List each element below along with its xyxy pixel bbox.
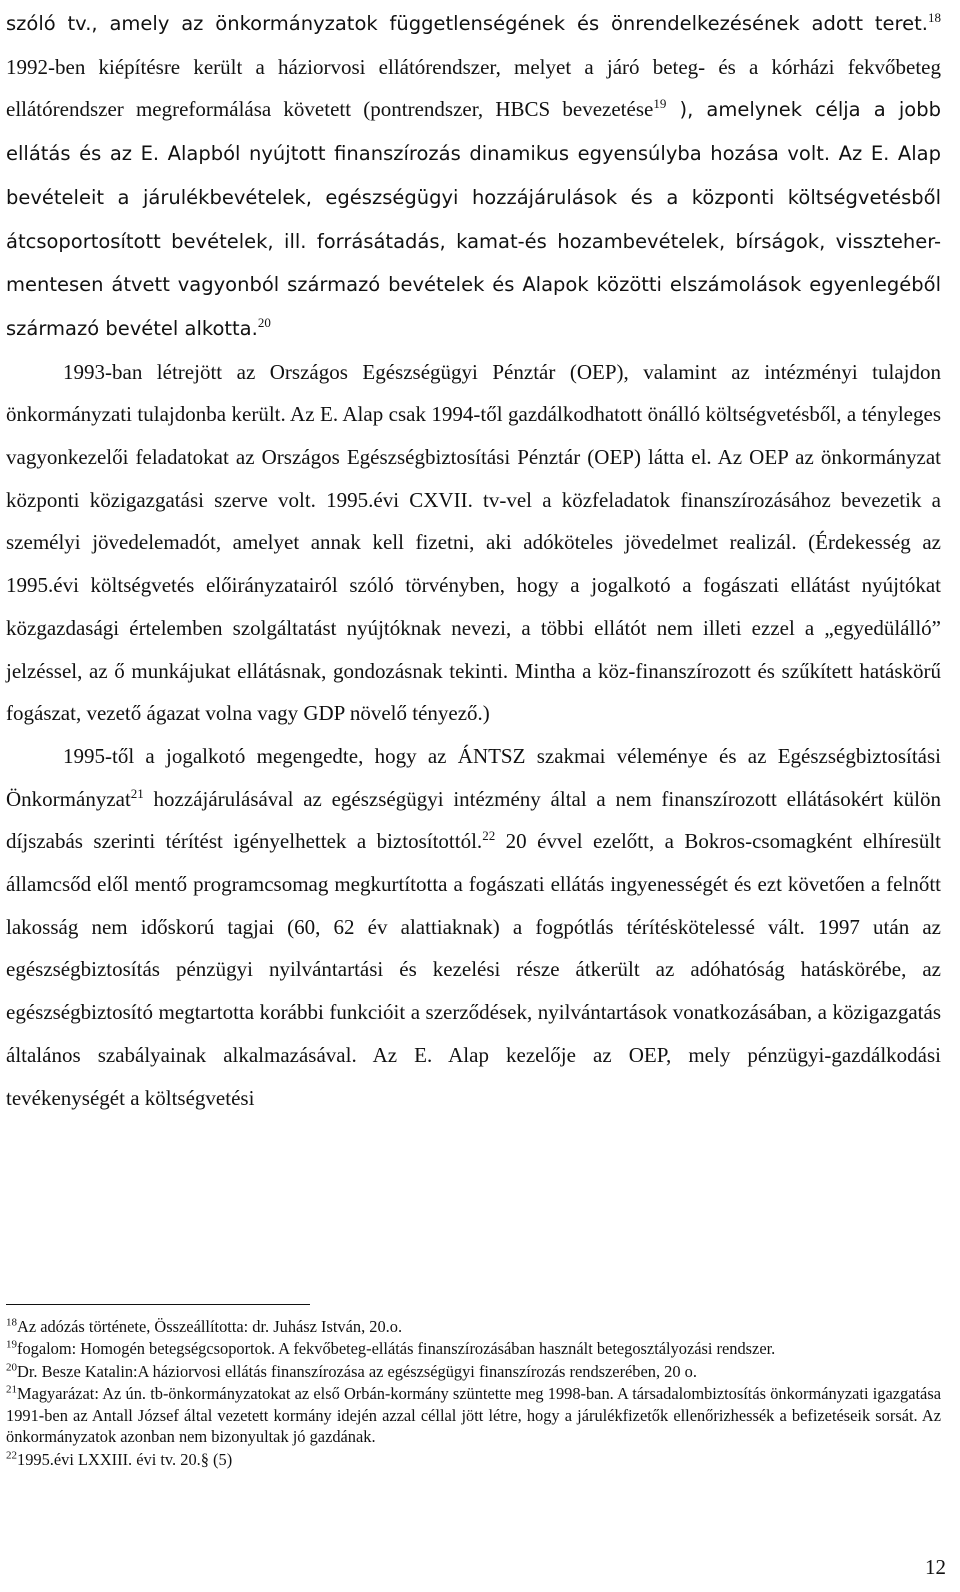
footnote-number: 18 <box>6 1316 17 1329</box>
footnote-ref-18[interactable]: 18 <box>928 10 941 25</box>
footnote-ref-22[interactable]: 22 <box>482 828 496 844</box>
footnote-20 <box>6 1361 941 1382</box>
footnote-19 <box>6 1338 941 1359</box>
footnote-18 <box>6 1316 941 1337</box>
footnote-ref-19[interactable]: 19 <box>653 96 667 112</box>
footnotes <box>6 1316 941 1471</box>
paragraph-3-part-3: 20 évvel ezelőtt, a Bokros-csomagként elhíresült államcsőd elől mentő programcsomag megkurtította a fogászati ellátás ingyenességét és ezt követően a felnőtt lakosság nem időskorú tagjai (60, 62 év alattiaknak) a fogpótlás térítéskötelessé vált. 1997 után az egészségbiztosítás pénzügyi nyilvántartási és kezelési része átkerült az adóhatóság hatáskörébe, az egészségbiztosító megtartotta korábbi funkcióit a szerződések, nyilvántartások vonatkozásában, a közigazgatás általános szabályainak alkalmazásával. Az E. Alap kezelője az OEP, mely pénzügyi-gazdálkodási tevékenységét a költségvetési <box>6 829 941 1110</box>
footnote-text: Az adózás története, Összeállította: dr. Juhász István, 20.o. <box>17 1317 403 1336</box>
paragraph-2: 1993-ban létrejött az Országos Egészségügyi Pénztár (OEP), valamint az intézményi tulajdon önkormányzati tulajdonba került. Az E. Alap csak 1994-től gazdálkodhatott önálló költségvetésből, a tényleges vagyonkezelői feladatokat az Országos Egészségbiztosítási Pénztár (OEP) látta el. Az OEP az önkormányzat központi közigazgatási szerve volt. 1995.évi CXVII. tv-vel a közfeladatok finanszírozásához bevezetik a személyi jövedelemadót, amelyet annak kell fizetni, aki adóköteles jövedelmet realizál. (Érdekesség az 1995.évi költségvetés előirányzatairól szóló törvényben, hogy a jogalkotó a fogászati ellátást nyújtókat közgazdasági értelemben szolgáltatást nyújtóknak nevezi, a többi ellátót nem illeti ezzel a „egyedülálló” jelzéssel, az ő munkájukat ellátásnak, gondozásnak tekinti. Mintha a köz-finanszírozott és szűkített hatáskörű fogászat, vezető ágazat volna vagy GDP növelő tényező.) <box>6 359 941 726</box>
footnote-number: 19 <box>6 1339 17 1352</box>
footnote-22 <box>6 1449 941 1470</box>
footnote-text: Dr. Besze Katalin:A háziorvosi ellátás finanszírozása az egészségügyi finanszírozás rendszerében, 20 o. <box>17 1361 697 1381</box>
footnote-ref-20[interactable]: 20 <box>257 314 271 330</box>
footnote-ref-21[interactable]: 21 <box>130 785 144 801</box>
page-number: 12 <box>925 1555 946 1579</box>
paragraph-1-part-3: ), amelynek célja a jobb ellátás és az E. Alapból nyújtott finanszírozás dinamikus egyensúlyba hozása volt. Az E. Alap bevételeit a járulékbevételek, egészségügyi hozzájárulások és a központi költségvetésből átcsoportosított bevételek, ill. forrásátadás, kamat-és hozambevételek, bírságok, visszteher-mentesen átvett vagyonból származó bevételek és Alapok közötti elszámolások egyenlegéből származó bevétel alkotta. <box>6 98 941 340</box>
paragraph-3 <box>6 735 941 1119</box>
footnote-number: 22 <box>6 1449 17 1462</box>
footnote-text: Magyarázat: Az ún. tb-önkormányzatokat az első Orbán-kormány szüntette meg 1998-ban. A társadalombiztosítás önkormányzati igazgatása 1991-ben az Antall József által vezetett kormány idején azzal céllal jött létre, hogy a járulékfizetők ellenőrizhessék a befizetéseik sorsát. Az önkormányzatok azonban nem bizonyultak jó gazdának. <box>6 1384 941 1447</box>
paragraph-3-part-2: hozzájárulásával az egészségügyi intézmény által a nem finanszírozott ellátásokért külön díjszabás szerinti térítést igényelhettek a biztosítottól. <box>6 786 941 854</box>
footnote-21 <box>6 1383 941 1447</box>
footnote-number: 21 <box>6 1383 17 1396</box>
paragraph-1 <box>6 2 941 351</box>
paragraph-3-part-1: 1995-től a jogalkotó megengedte, hogy az ÁNTSZ szakmai véleménye és az Egészségbiztosítási Önkormányzat <box>6 743 941 811</box>
footnote-text: fogalom: Homogén betegségcsoportok. A fekvőbeteg-ellátás finanszírozásában használt betegosztályozási rendszer. <box>17 1339 776 1359</box>
footnote-text: 1995.évi LXXIII. évi tv. 20.§ (5) <box>17 1449 233 1469</box>
footnote-number: 20 <box>6 1361 17 1374</box>
paragraph-1-line-1: szóló tv., amely az önkormányzatok függetlenségének és önrendelkezésének adott teret. <box>6 12 928 35</box>
footnote-separator <box>6 1304 310 1305</box>
body-text <box>6 2 941 1119</box>
paragraph-1-part-2: 1992-ben kiépítésre került a háziorvosi ellátórendszer, melyet a járó beteg- és a kórházi fekvőbeteg ellátórendszer megreformálása követett (pontrendszer, HBCS bevezetése <box>6 54 941 122</box>
